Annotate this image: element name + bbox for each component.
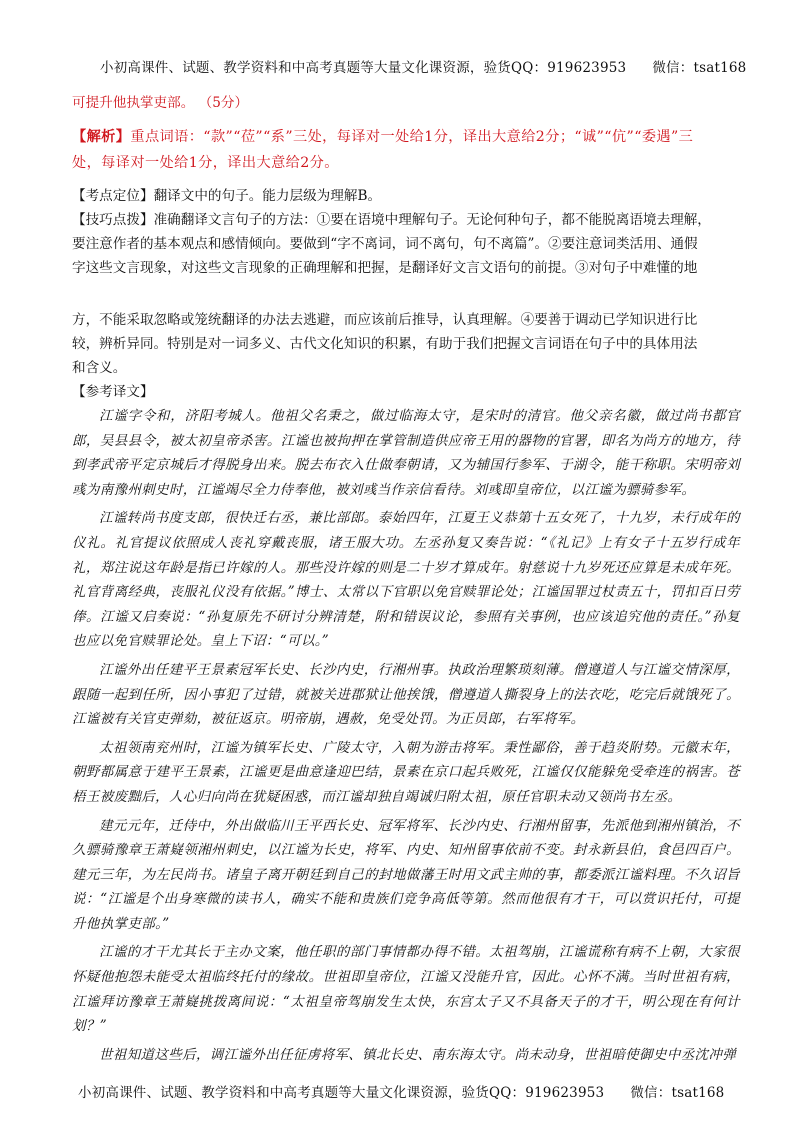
header-wechat: 微信：tsat168 [652,60,747,76]
translation-paragraph: 江谧转尚书度支郎，很快迁右丞，兼比部郎。泰始四年，江夏王义恭第十五女死了，十九岁，未行成年的仪礼。礼官提议依照成人丧礼穿戴丧服，诸王服大功。左丞孙复又奏告说：“《礼记》上有女子十五岁行成年礼，郑注说这年龄是指已许嫁的人。那些没许嫁的则是二十岁才算成年。射慈说十九岁死还应算是未成年死。礼官背离经典，丧服礼仪没有依据。”博士、太常以下官职以免官赎罪论处；江谧国罪过杖责五十，罚扣百日劳俸。江谧又启奏说：“孙复原先不研讨分辨清楚，附和错误议论，参照有关事例，也应该追究他的责任。”孙复也应以免官赎罪论处。皇上下诏：“可以。” [72,510,740,650]
analysis-block [72,124,732,176]
kaodian-block [72,184,732,208]
analysis-line-1: 【解析】重点词语：“款”“莅”“系”三处，每译对一处给1分，译出大意给2分；“诚”“伉”“委遇”三 [72,129,694,145]
kaodian-text: 翻译文中的句子。能力层级为理解B。 [153,188,382,204]
answer-tail: 可提升他执掌吏部。 （5分） [72,95,249,111]
kaodian-label: 【考点定位】 [72,188,154,204]
analysis-line-2: 处，每译对一处给1分，译出大意给2分。 [72,155,339,171]
translation-paragraph: 建元元年，迁侍中，外出做临川王平西长史、冠军将军、长沙内史、行湘州留事，先派他到湘州镇治，不久骠骑豫章王萧嶷领湘州刺史，以江谧为长史，将军、内史、知州留事依前不变。封永新县伯，食邑四百户。建元三年，为左民尚书。诸皇子离开朝廷到自己的封地做藩王时用文武主帅的事，都委派江谧料理。不久诏旨说：“江谧是个出身寒微的读书人，确实不能和贵族们竞争高低等第。然而他很有才干，可以赏识托付，可提升他执掌吏部。” [72,817,740,932]
page-header [100,56,760,76]
header-text: 小初高课件、试题、教学资料和中高考真题等大量文化课资源，验货QQ：919623953 [100,60,627,76]
analysis-label: 【解析】 [72,129,131,145]
footer-text: 小初高课件、试题、教学资料和中高考真题等大量文化课资源，验货QQ：919623953 [78,1085,605,1101]
translation-paragraph: 世祖知道这些后，调江谧外出任征虏将军、镇北长史、南东海太守。尚未动身，世祖暗使御史中丞沈冲弹 [99,1046,737,1063]
cankao-label: 【参考译文】 [72,384,154,400]
jiqiao-label: 【技巧点拨】 [72,212,154,228]
translation-paragraph: 江谧的才干尤其长于主办文案，他任职的部门事情都办得不错。太祖驾崩，江谧谎称有病不上朝，大家很怀疑他抱怨未能受太祖临终托付的缘故。世祖即皇帝位，江谧又没能升官，因此。心怀不满。当时世祖有病，江谧拜访豫章王萧嶷挑拨离间说：“太祖皇帝驾崩发生太快，东宫太子又不具备天子的才干，明公现在有何计划？” [72,944,740,1035]
page-footer [78,1081,738,1101]
translation-paragraph: 太祖领南兖州时，江谧为镇军长史、广陵太守，入朝为游击将军。秉性鄙俗，善于趋炎附势。元徽末年，朝野都属意于建平王景素，江谧更是曲意逢迎巴结，景素在京口起兵败死，江谧仅仅能躲免受牵连的祸害。苍梧王被废黜后，人心归向尚在犹疑困惑，而江谧却独自竭诚归附太祖，原任官职未动又领尚书左丞。 [72,739,740,805]
jiqiao-continued: 方，不能采取忽略或笼统翻译的办法去逃避，而应该前后推导，认真理解。④要善于调动已学知识进行比 较，辨析异同。特别是对一词多义、古代文化知识的积累，有助于我们把握文言词语在句子中的具体用法 和含义。 [72,312,698,376]
jiqiao-block: 【技巧点拨】准确翻译文言句子的方法：①要在语境中理解句子。无论何种句子，都不能脱离语境去理解， 要注意作者的基本观点和感情倾向。要做到“字不离词，词不离句，句不离篇”。②要注意词类活用、通假 字这些文言现象，对这些文言现象的正确理解和把握，是翻译好文言文语句的前提。③对句子中难懂的地 [72,212,711,276]
footer-wechat: 微信：tsat168 [630,1085,725,1101]
translation-paragraph: 江谧外出任建平王景素冠军长史、长沙内史，行湘州事。执政治理繁琐刻薄。僧遵道人与江谧交情深厚，跟随一起到任所，因小事犯了过错，就被关进郡狱让他挨饿，僧遵道人撕裂身上的法衣吃，吃完后就饿死了。江谧被有关官吏弹劾，被征返京。明帝崩，遇赦，免受处罚。为正员郎，右军将军。 [72,661,740,728]
translation-body [72,404,740,1071]
translation-paragraph: 江谧字令和，济阳考城人。他祖父名秉之，做过临海太守，是宋时的清官。他父亲名徽，做过尚书都官郎，吴县县令，被太初皇帝杀害。江谧也被拘押在掌管制造供应帝王用的器物的官署，即名为尚方的地方，待到孝武帝平定京城后才得脱身出来。脱去布衣入仕做奉朝请，又为辅国行参军、于湖令，能干称职。宋明帝刘彧为南豫州刺史时，江谧竭尽全力侍奉他，被刘彧当作亲信看待。刘彧即皇帝位，以江谧为骠骑参军。 [72,408,740,498]
